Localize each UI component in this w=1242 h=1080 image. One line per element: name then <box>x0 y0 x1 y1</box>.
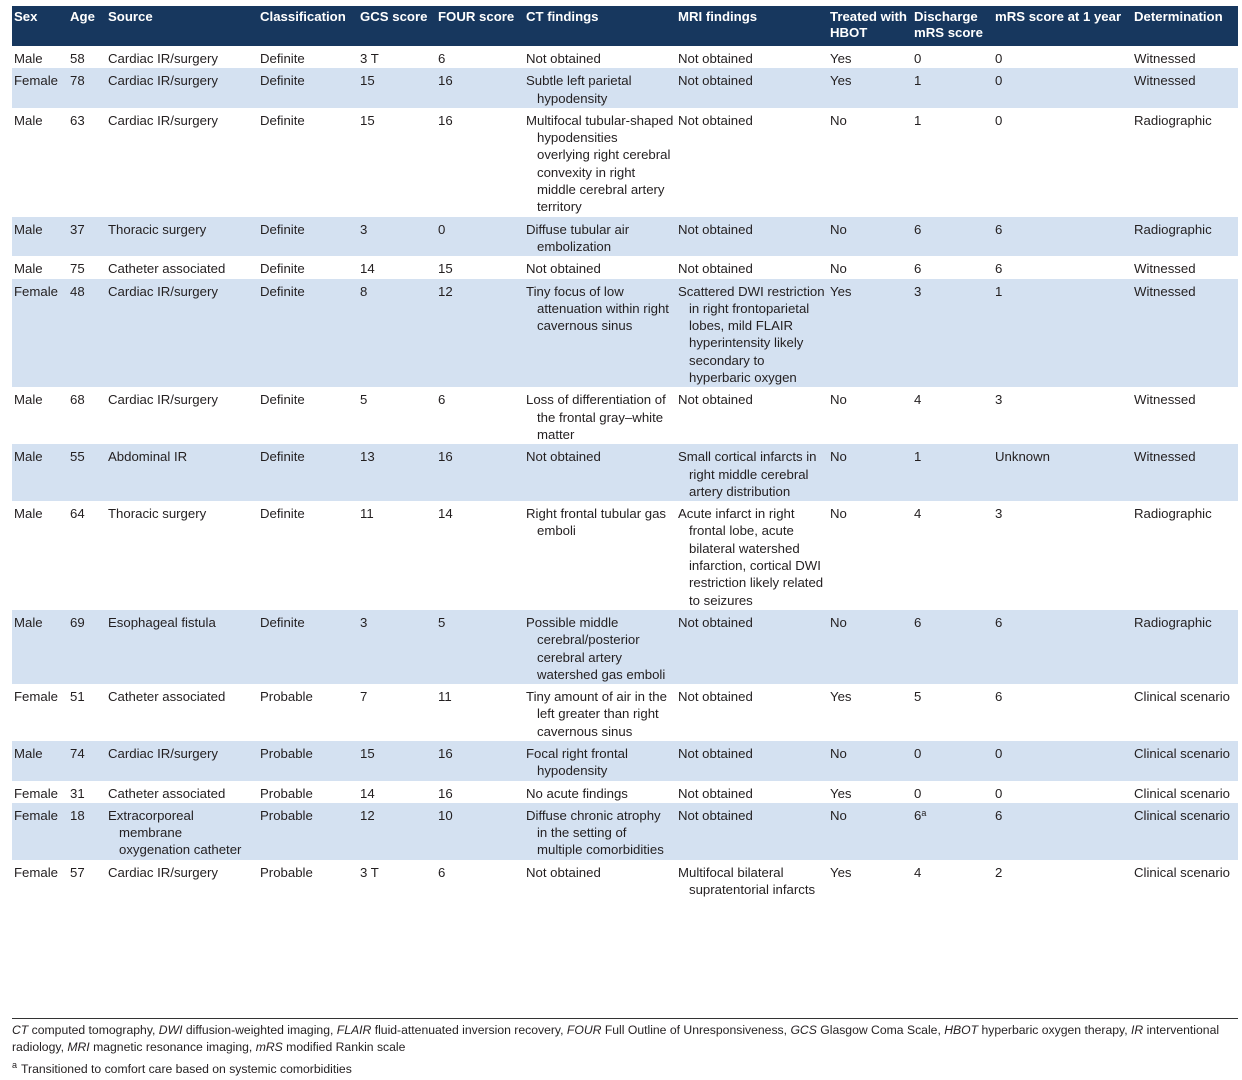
cell-hbot: No <box>828 444 912 501</box>
cell-classification: Definite <box>258 279 358 388</box>
cell-ct: Diffuse chronic atrophy in the setting of multiple comorbidities <box>524 803 676 860</box>
cell-sex: Female <box>14 785 58 801</box>
cell-age: 48 <box>68 279 106 388</box>
cell-determination: Witnessed <box>1134 261 1196 277</box>
cell-age: 58 <box>70 51 85 66</box>
cell-source: Thoracic surgery <box>106 217 258 257</box>
footnote <box>12 1061 352 1077</box>
cell-source: Cardiac IR/surgery <box>108 112 218 128</box>
cell-mri: Not obtained <box>678 112 753 128</box>
cell-gcs: 3 <box>358 610 436 684</box>
cell-classification: Definite <box>260 261 305 277</box>
cell-gcs: 3 T <box>360 51 379 66</box>
cell-gcs: 12 <box>358 803 436 860</box>
cell-gcs: 3 <box>358 217 436 257</box>
table-row <box>12 217 1238 257</box>
cell-sex: Male <box>12 610 68 684</box>
cell-determination: Clinical scenario <box>1134 864 1231 880</box>
header-sex: Sex <box>12 6 68 46</box>
cell-sex: Male <box>14 261 43 277</box>
cell-discharge-mrs: 4 <box>914 392 922 408</box>
cell-gcs: 8 <box>358 279 436 388</box>
table-row <box>12 501 1238 610</box>
cell-determination: Witnessed <box>1132 444 1238 501</box>
footnote-marker: a <box>921 807 927 818</box>
abbreviations-note: CT computed tomography, DWI diffusion-weighted imaging, FLAIR fluid-attenuated inversion recovery, FOUR Full Outline of Unresponsiveness, GCS Glasgow Coma Scale, HBOT hyperbaric oxygen therapy, IR interventional radiology, MRI magnetic resonance imaging, mRS modified Rankin scale <box>12 1023 1220 1054</box>
cell-four: 11 <box>438 689 452 705</box>
cell-mrs-1yr: 0 <box>993 68 1132 108</box>
cell-age: 75 <box>70 261 85 277</box>
cell-discharge-mrs: 5 <box>914 689 922 705</box>
cell-age: 31 <box>70 785 85 801</box>
header-source: Source <box>106 6 258 46</box>
cell-four: 0 <box>436 217 524 257</box>
header-classification: Classification <box>258 6 358 46</box>
cell-hbot: No <box>830 261 847 277</box>
cell-sex: Male <box>12 444 68 501</box>
abbreviation-term: mRS <box>255 1040 283 1054</box>
cell-classification: Probable <box>258 741 358 781</box>
cell-mrs-1yr: 0 <box>995 112 1003 128</box>
cell-four: 16 <box>438 785 453 801</box>
header-gcs: GCS score <box>358 6 436 46</box>
cell-mrs-1yr: 0 <box>993 741 1132 781</box>
cell-four: 16 <box>438 112 453 128</box>
cell-discharge-mrs: 1 <box>914 112 922 128</box>
cell-discharge-mrs: 4 <box>914 864 922 880</box>
cell-classification: Definite <box>258 610 358 684</box>
cell-hbot: No <box>828 741 912 781</box>
cell-mrs-1yr: 3 <box>995 392 1003 408</box>
cell-discharge-mrs: 0 <box>912 741 993 781</box>
cell-age: 37 <box>68 217 106 257</box>
cell-source: Cardiac IR/surgery <box>108 51 218 66</box>
table-row <box>12 256 1238 278</box>
cell-classification: Probable <box>258 803 358 860</box>
cell-age: 74 <box>68 741 106 781</box>
cell-hbot: Yes <box>830 689 852 705</box>
abbreviation-definition: diffusion-weighted imaging <box>185 1023 330 1037</box>
abbreviation-definition: Glasgow Coma Scale <box>820 1023 938 1037</box>
abbreviation-definition: magnetic resonance imaging <box>93 1040 249 1054</box>
cell-age: 55 <box>68 444 106 501</box>
cell-sex: Female <box>12 279 68 388</box>
cell-four: 10 <box>436 803 524 860</box>
cell-source: Cardiac IR/surgery <box>106 68 258 108</box>
abbreviation-definition: interventional radiology <box>12 1023 1220 1054</box>
cell-mri: Scattered DWI restriction in right frontoparietal lobes, mild FLAIR hyperintensity likely secondary to hyperbaric oxygen <box>676 279 828 388</box>
cell-four: 6 <box>438 51 446 66</box>
cell-mrs-1yr: 0 <box>995 51 1003 66</box>
cell-age: 64 <box>70 506 85 522</box>
footer-divider <box>12 1018 1238 1019</box>
cell-discharge-mrs: 4 <box>914 506 922 522</box>
cell-gcs: 14 <box>360 261 375 277</box>
abbreviation-definition: computed tomography <box>31 1023 153 1037</box>
cell-hbot: Yes <box>828 68 912 108</box>
abbreviation-definition: modified Rankin scale <box>286 1040 406 1054</box>
cell-ct: Tiny focus of low attenuation within right cavernous sinus <box>524 279 676 388</box>
cell-classification: Definite <box>260 51 305 66</box>
cell-hbot: No <box>830 506 847 522</box>
cell-determination: Clinical scenario <box>1132 741 1238 781</box>
table-row <box>12 684 1238 741</box>
cell-discharge-mrs: 0 <box>914 51 922 66</box>
cell-classification: Definite <box>258 444 358 501</box>
cell-discharge-mrs: 6 <box>912 610 993 684</box>
cell-determination: Witnessed <box>1132 68 1238 108</box>
cell-age: 69 <box>68 610 106 684</box>
cell-four: 5 <box>436 610 524 684</box>
cell-gcs: 15 <box>358 68 436 108</box>
cell-determination: Witnessed <box>1134 51 1196 66</box>
cell-source: Esophageal fistula <box>106 610 258 684</box>
abbreviation-definition: hyperbaric oxygen therapy <box>981 1023 1125 1037</box>
cell-source: Cardiac IR/surgery <box>108 392 218 408</box>
cell-classification: Probable <box>260 864 313 880</box>
abbreviation-term: HBOT <box>944 1023 979 1037</box>
table-row <box>12 387 1238 444</box>
cell-sex: Male <box>12 217 68 257</box>
cell-age: 78 <box>68 68 106 108</box>
cell-hbot: No <box>830 392 847 408</box>
cell-mrs-1yr: 3 <box>995 506 1003 522</box>
cell-ct: Focal right frontal hypodensity <box>524 741 676 781</box>
table-row <box>12 860 1238 900</box>
cell-classification: Probable <box>260 689 313 705</box>
abbreviation-term: DWI <box>158 1023 183 1037</box>
cell-sex: Female <box>12 803 68 860</box>
cell-ct: Possible middle cerebral/posterior cerebral artery watershed gas emboli <box>524 610 676 684</box>
abbreviation-term: GCS <box>790 1023 817 1037</box>
cell-mri: Not obtained <box>676 610 828 684</box>
cell-determination: Witnessed <box>1132 279 1238 388</box>
cell-mrs-1yr: 1 <box>993 279 1132 388</box>
cell-age: 63 <box>70 112 85 128</box>
abbreviation-term: IR <box>1130 1023 1144 1037</box>
cell-sex: Male <box>14 392 43 408</box>
table-row <box>12 279 1238 388</box>
cell-mrs-1yr: 6 <box>995 261 1003 277</box>
cell-source: Catheter associated <box>108 261 226 277</box>
cell-age: 18 <box>68 803 106 860</box>
cell-mri: Not obtained <box>676 741 828 781</box>
footnote-mark: a <box>12 1060 18 1070</box>
cell-discharge-mrs: 6$^a$ <box>912 803 993 860</box>
cell-classification: Definite <box>260 112 305 128</box>
cell-gcs: 15 <box>358 741 436 781</box>
cell-mri: Acute infarct in right frontal lobe, acute bilateral watershed infarction, cortical DWI restriction likely related to seizures <box>678 506 824 608</box>
cell-determination: Clinical scenario <box>1134 785 1231 801</box>
cell-determination: Radiographic <box>1132 610 1238 684</box>
cell-mri: Not obtained <box>676 217 828 257</box>
cell-determination: Witnessed <box>1134 392 1196 408</box>
cell-discharge-mrs: 6 <box>912 217 993 257</box>
cell-sex: Female <box>14 689 58 705</box>
table-row <box>12 741 1238 781</box>
cell-gcs: 3 T <box>360 864 379 880</box>
table-row <box>12 610 1238 684</box>
cell-hbot: Yes <box>830 51 852 66</box>
cell-four: 6 <box>438 392 446 408</box>
cell-hbot: No <box>828 803 912 860</box>
cell-four: 12 <box>436 279 524 388</box>
header-discharge-mrs: Discharge mRS score <box>912 6 993 46</box>
cell-age: 68 <box>70 392 85 408</box>
footnote-text: Transitioned to comfort care based on systemic comorbidities <box>21 1062 352 1076</box>
cell-four: 15 <box>438 261 453 277</box>
cell-gcs: 7 <box>360 689 368 705</box>
cell-determination: Clinical scenario <box>1134 689 1231 705</box>
cell-source: Catheter associated <box>108 785 226 801</box>
cell-discharge-mrs: 6 <box>914 261 922 277</box>
cell-hbot: No <box>830 112 847 128</box>
cell-ct: Diffuse tubular air embolization <box>524 217 676 257</box>
table-row <box>12 46 1238 68</box>
cell-source: Cardiac IR/surgery <box>108 864 218 880</box>
abbreviation-term: CT <box>12 1023 29 1037</box>
cell-mri: Small cortical infarcts in right middle cerebral artery distribution <box>676 444 828 501</box>
cell-source: Cardiac IR/surgery <box>106 279 258 388</box>
cell-four: 16 <box>436 741 524 781</box>
cell-hbot: No <box>828 217 912 257</box>
cell-source: Extracorporeal membrane oxygenation catheter <box>106 803 258 860</box>
cell-mri: Not obtained <box>678 689 753 705</box>
cell-sex: Male <box>14 112 43 128</box>
cell-mrs-1yr: 6 <box>993 610 1132 684</box>
cell-classification: Probable <box>260 785 313 801</box>
cell-mri: Multifocal bilateral supratentorial infarcts <box>678 864 816 898</box>
cell-gcs: 5 <box>360 392 368 408</box>
cell-hbot: Yes <box>830 785 852 801</box>
cell-ct: Right frontal tubular gas emboli <box>526 506 667 539</box>
cell-mrs-1yr: Unknown <box>993 444 1132 501</box>
header-mri: MRI findings <box>676 6 828 46</box>
cell-age: 51 <box>70 689 85 705</box>
cell-hbot: No <box>828 610 912 684</box>
cell-mrs-1yr: 2 <box>995 864 1003 880</box>
cell-classification: Definite <box>260 392 305 408</box>
cell-source: Abdominal IR <box>106 444 258 501</box>
cell-four: 16 <box>436 444 524 501</box>
table-row <box>12 108 1238 217</box>
cell-mrs-1yr: 6 <box>995 689 1003 705</box>
abbreviation-term: FLAIR <box>336 1023 372 1037</box>
cell-determination: Radiographic <box>1132 217 1238 257</box>
cell-sex: Male <box>14 51 43 66</box>
table-body <box>12 46 1238 899</box>
cell-gcs: 13 <box>358 444 436 501</box>
cell-gcs: 15 <box>360 112 375 128</box>
cell-discharge-mrs: 1 <box>912 68 993 108</box>
cell-classification: Definite <box>260 506 305 522</box>
cell-mri: Not obtained <box>676 68 828 108</box>
cell-mri: Not obtained <box>676 803 828 860</box>
table-row <box>12 444 1238 501</box>
header-age: Age <box>68 6 106 46</box>
cell-sex: Male <box>12 741 68 781</box>
patient-table <box>12 6 1238 899</box>
abbreviation-term: MRI <box>67 1040 90 1054</box>
cell-ct: Not obtained <box>526 51 601 66</box>
cell-mrs-1yr: 6 <box>993 803 1132 860</box>
cell-mri: Not obtained <box>678 392 753 408</box>
header-four: FOUR score <box>436 6 524 46</box>
table-row <box>12 803 1238 860</box>
cell-classification: Definite <box>258 217 358 257</box>
cell-four: 6 <box>438 864 446 880</box>
cell-mri: Not obtained <box>678 51 753 66</box>
cell-mri: Not obtained <box>678 261 753 277</box>
abbreviation-definition: fluid-attenuated inversion recovery <box>374 1023 561 1037</box>
cell-determination: Clinical scenario <box>1132 803 1238 860</box>
cell-source: Thoracic surgery <box>108 506 207 522</box>
cell-ct: Not obtained <box>524 444 676 501</box>
cell-four: 16 <box>436 68 524 108</box>
table-row <box>12 68 1238 108</box>
table-header-row <box>12 6 1238 46</box>
cell-sex: Female <box>12 68 68 108</box>
cell-age: 57 <box>70 864 85 880</box>
abbreviation-definition: Full Outline of Unresponsiveness <box>604 1023 784 1037</box>
header-mrs-1yr: mRS score at 1 year <box>993 6 1132 46</box>
cell-ct: No acute findings <box>526 785 628 801</box>
cell-ct: Not obtained <box>526 261 601 277</box>
cell-determination: Radiographic <box>1134 506 1212 522</box>
cell-ct: Subtle left parietal hypodensity <box>524 68 676 108</box>
cell-classification: Definite <box>258 68 358 108</box>
cell-discharge-mrs: 0 <box>914 785 922 801</box>
abbreviation-term: FOUR <box>566 1023 602 1037</box>
cell-source: Cardiac IR/surgery <box>106 741 258 781</box>
cell-gcs: 14 <box>360 785 375 801</box>
cell-hbot: Yes <box>830 864 852 880</box>
header-ct: CT findings <box>524 6 676 46</box>
cell-four: 14 <box>438 506 453 522</box>
cell-gcs: 11 <box>360 506 374 522</box>
cell-mrs-1yr: 6 <box>993 217 1132 257</box>
header-hbot: Treated with HBOT <box>828 6 912 46</box>
cell-mrs-1yr: 0 <box>995 785 1003 801</box>
cell-ct: Not obtained <box>526 864 601 880</box>
cell-ct: Tiny amount of air in the left greater than right cavernous sinus <box>526 689 667 739</box>
cell-hbot: Yes <box>828 279 912 388</box>
header-determination: Determination <box>1132 6 1238 46</box>
cell-discharge-mrs: 3 <box>912 279 993 388</box>
table-row <box>12 781 1238 803</box>
cell-ct: Multifocal tubular-shaped hypodensities overlying right cerebral convexity in right middle cerebral artery territory <box>526 112 674 215</box>
cell-mri: Not obtained <box>678 785 753 801</box>
cell-ct: Loss of differentiation of the frontal gray–white matter <box>526 392 666 442</box>
cell-discharge-mrs: 1 <box>912 444 993 501</box>
cell-source: Catheter associated <box>108 689 226 705</box>
cell-determination: Radiographic <box>1134 112 1212 128</box>
cell-sex: Female <box>14 864 58 880</box>
cell-sex: Male <box>14 506 43 522</box>
